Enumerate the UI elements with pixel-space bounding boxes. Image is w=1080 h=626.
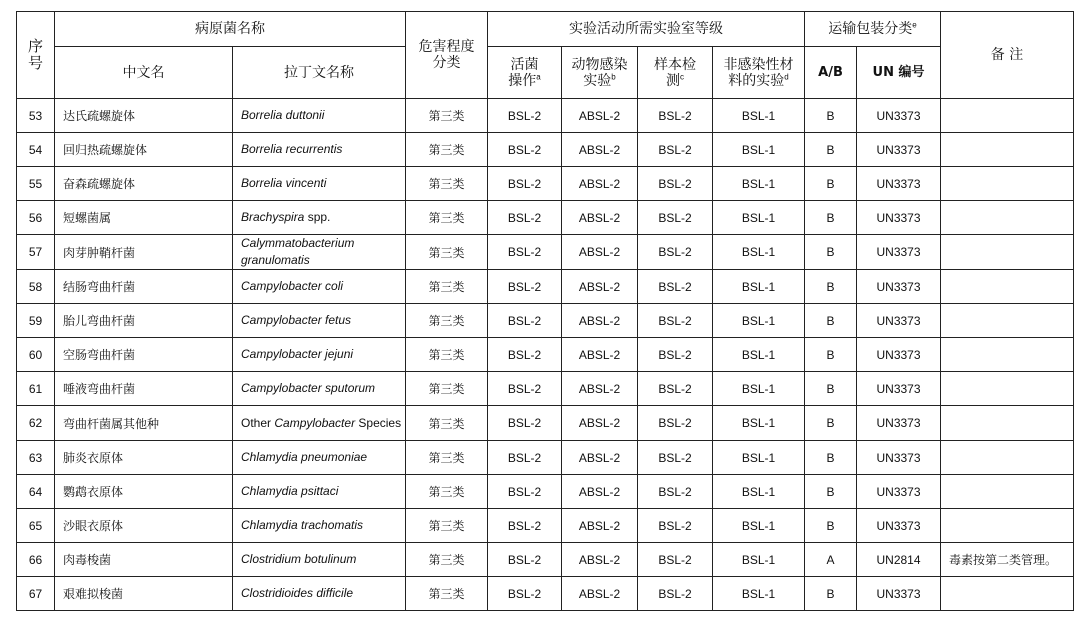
animal-infection-level: ABSL-2 <box>562 338 638 372</box>
animal-infection-level: ABSL-2 <box>562 543 638 577</box>
row-number: 57 <box>17 235 55 270</box>
note-mark-d: d <box>784 71 789 81</box>
hazard-class: 第三类 <box>406 304 488 338</box>
chinese-name: 唾液弯曲杆菌 <box>55 372 233 406</box>
non-infectious-level: BSL-1 <box>713 304 805 338</box>
hazard-class: 第三类 <box>406 543 488 577</box>
row-number: 67 <box>17 577 55 611</box>
transport-ab: B <box>805 201 857 235</box>
row-number: 58 <box>17 270 55 304</box>
sample-testing-level: BSL-2 <box>638 235 713 270</box>
row-number: 65 <box>17 509 55 543</box>
latin-name <box>233 235 406 270</box>
latin-genus-species: Calymmatobacterium granulomatis <box>241 236 355 267</box>
un-number: UN3373 <box>857 441 941 475</box>
transport-ab: B <box>805 167 857 201</box>
non-infectious-level: BSL-1 <box>713 406 805 441</box>
table-row <box>17 577 1074 611</box>
latin-name <box>233 133 406 167</box>
live-culture-level: BSL-2 <box>488 406 562 441</box>
sample-testing-level: BSL-2 <box>638 543 713 577</box>
row-number: 53 <box>17 99 55 133</box>
sample-testing-level: BSL-2 <box>638 270 713 304</box>
transport-ab: B <box>805 441 857 475</box>
un-number: UN3373 <box>857 577 941 611</box>
latin-name <box>233 270 406 304</box>
row-number: 56 <box>17 201 55 235</box>
sample-testing-level: BSL-2 <box>638 577 713 611</box>
remarks <box>941 406 1074 441</box>
latin-genus-species: Borrelia vincenti <box>241 176 327 190</box>
row-number: 54 <box>17 133 55 167</box>
animal-infection-level: ABSL-2 <box>562 201 638 235</box>
header-transport <box>805 12 941 47</box>
un-number: UN3373 <box>857 338 941 372</box>
table-row <box>17 304 1074 338</box>
chinese-name: 艰难拟梭菌 <box>55 577 233 611</box>
live-culture-level: BSL-2 <box>488 133 562 167</box>
header-sample-testing <box>638 47 713 99</box>
latin-genus-species: Borrelia recurrentis <box>241 142 343 156</box>
live-culture-level: BSL-2 <box>488 304 562 338</box>
latin-genus-species: Campylobacter <box>274 415 356 430</box>
live-culture-level: BSL-2 <box>488 475 562 509</box>
animal-infection-level: ABSL-2 <box>562 372 638 406</box>
un-number: UN3373 <box>857 235 941 270</box>
remarks <box>941 304 1074 338</box>
latin-name <box>233 338 406 372</box>
hazard-class: 第三类 <box>406 133 488 167</box>
chinese-name: 胎儿弯曲杆菌 <box>55 304 233 338</box>
transport-ab: B <box>805 372 857 406</box>
latin-suffix: Species <box>355 415 402 430</box>
note-mark-a: a <box>536 71 541 81</box>
table-row <box>17 235 1074 270</box>
header-hazard-class: 危害程度分类 <box>406 12 488 99</box>
hazard-class: 第三类 <box>406 475 488 509</box>
hazard-class: 第三类 <box>406 167 488 201</box>
un-number: UN3373 <box>857 99 941 133</box>
row-number: 60 <box>17 338 55 372</box>
chinese-name: 空肠弯曲杆菌 <box>55 338 233 372</box>
table-body <box>17 99 1074 611</box>
chinese-name: 弯曲杆菌属其他种 <box>55 406 233 441</box>
sample-testing-level: BSL-2 <box>638 509 713 543</box>
live-culture-level: BSL-2 <box>488 167 562 201</box>
animal-infection-level: ABSL-2 <box>562 577 638 611</box>
hazard-class: 第三类 <box>406 201 488 235</box>
chinese-name: 奋森疏螺旋体 <box>55 167 233 201</box>
non-infectious-level: BSL-1 <box>713 99 805 133</box>
table-row <box>17 509 1074 543</box>
latin-name <box>233 509 406 543</box>
latin-name <box>233 372 406 406</box>
latin-genus-species: Chlamydia pneumoniae <box>241 450 368 464</box>
latin-name <box>233 304 406 338</box>
sample-testing-level: BSL-2 <box>638 167 713 201</box>
transport-ab: B <box>805 509 857 543</box>
un-number: UN3373 <box>857 201 941 235</box>
header-animal-infection-label: 动物感染实验 <box>571 56 628 89</box>
un-number: UN3373 <box>857 133 941 167</box>
non-infectious-level: BSL-1 <box>713 201 805 235</box>
hazard-class: 第三类 <box>406 441 488 475</box>
latin-name <box>233 201 406 235</box>
note-mark-c: c <box>680 71 684 81</box>
remarks <box>941 270 1074 304</box>
sample-testing-level: BSL-2 <box>638 99 713 133</box>
live-culture-level: BSL-2 <box>488 338 562 372</box>
table-row <box>17 338 1074 372</box>
header-live-culture-label: 活菌操作 <box>508 56 539 89</box>
latin-genus-species: Campylobacter fetus <box>241 313 352 327</box>
header-seq: 序号 <box>17 12 55 99</box>
chinese-name: 肺炎衣原体 <box>55 441 233 475</box>
hazard-class: 第三类 <box>406 406 488 441</box>
remarks <box>941 167 1074 201</box>
transport-ab: B <box>805 235 857 270</box>
sample-testing-level: BSL-2 <box>638 201 713 235</box>
latin-name <box>233 406 406 441</box>
un-number: UN3373 <box>857 167 941 201</box>
sample-testing-level: BSL-2 <box>638 304 713 338</box>
sample-testing-level: BSL-2 <box>638 133 713 167</box>
row-number: 63 <box>17 441 55 475</box>
sample-testing-level: BSL-2 <box>638 338 713 372</box>
table-row <box>17 270 1074 304</box>
non-infectious-level: BSL-1 <box>713 338 805 372</box>
non-infectious-level: BSL-1 <box>713 270 805 304</box>
live-culture-level: BSL-2 <box>488 509 562 543</box>
hazard-class: 第三类 <box>406 235 488 270</box>
non-infectious-level: BSL-1 <box>713 441 805 475</box>
header-chinese-name: 中文名 <box>55 47 233 99</box>
row-number: 61 <box>17 372 55 406</box>
hazard-class: 第三类 <box>406 372 488 406</box>
chinese-name: 达氏疏螺旋体 <box>55 99 233 133</box>
chinese-name: 肉芽肿鞘杆菌 <box>55 235 233 270</box>
transport-ab: B <box>805 475 857 509</box>
latin-name <box>233 167 406 201</box>
latin-name <box>233 543 406 577</box>
row-number: 66 <box>17 543 55 577</box>
table-row <box>17 201 1074 235</box>
non-infectious-level: BSL-1 <box>713 133 805 167</box>
header-live-culture <box>488 47 562 99</box>
latin-name <box>233 441 406 475</box>
header-pathogen-name: 病原菌名称 <box>55 12 406 47</box>
un-number: UN3373 <box>857 304 941 338</box>
hazard-class: 第三类 <box>406 99 488 133</box>
header-sample-testing-label: 样本检测 <box>654 56 696 89</box>
table-row <box>17 133 1074 167</box>
live-culture-level: BSL-2 <box>488 99 562 133</box>
transport-ab: B <box>805 270 857 304</box>
remarks: 毒素按第二类管理。 <box>941 543 1074 577</box>
un-number: UN2814 <box>857 543 941 577</box>
live-culture-level: BSL-2 <box>488 372 562 406</box>
table-row <box>17 543 1074 577</box>
note-mark-e: e <box>912 20 917 30</box>
header-transport-label: 运输包装分类 <box>828 21 913 37</box>
non-infectious-level: BSL-1 <box>713 543 805 577</box>
remarks <box>941 509 1074 543</box>
non-infectious-level: BSL-1 <box>713 235 805 270</box>
header-animal-infection <box>562 47 638 99</box>
transport-ab: B <box>805 338 857 372</box>
remarks <box>941 235 1074 270</box>
animal-infection-level: ABSL-2 <box>562 406 638 441</box>
remarks <box>941 338 1074 372</box>
hazard-class: 第三类 <box>406 270 488 304</box>
non-infectious-level: BSL-1 <box>713 167 805 201</box>
header-un-number: UN 编号 <box>857 47 941 99</box>
remarks <box>941 475 1074 509</box>
latin-genus-species: Clostridium botulinum <box>241 552 357 566</box>
chinese-name: 沙眼衣原体 <box>55 509 233 543</box>
chinese-name: 肉毒梭菌 <box>55 543 233 577</box>
live-culture-level: BSL-2 <box>488 235 562 270</box>
animal-infection-level: ABSL-2 <box>562 167 638 201</box>
live-culture-level: BSL-2 <box>488 577 562 611</box>
latin-genus-species: Brachyspira <box>241 210 305 224</box>
remarks <box>941 99 1074 133</box>
hazard-class: 第三类 <box>406 509 488 543</box>
pathogen-table <box>16 11 1074 611</box>
chinese-name: 短螺菌属 <box>55 201 233 235</box>
animal-infection-level: ABSL-2 <box>562 270 638 304</box>
table-row <box>17 441 1074 475</box>
un-number: UN3373 <box>857 475 941 509</box>
latin-genus-species: Chlamydia psittaci <box>241 484 339 498</box>
header-non-infectious-label: 非感染性材料的实验 <box>723 56 794 89</box>
latin-genus-species: Chlamydia trachomatis <box>241 518 364 532</box>
header-latin-name: 拉丁文名称 <box>233 47 406 99</box>
un-number: UN3373 <box>857 372 941 406</box>
chinese-name: 鹦鹉衣原体 <box>55 475 233 509</box>
transport-ab: B <box>805 406 857 441</box>
hazard-class: 第三类 <box>406 338 488 372</box>
animal-infection-level: ABSL-2 <box>562 235 638 270</box>
remarks <box>941 441 1074 475</box>
animal-infection-level: ABSL-2 <box>562 133 638 167</box>
live-culture-level: BSL-2 <box>488 201 562 235</box>
animal-infection-level: ABSL-2 <box>562 509 638 543</box>
row-number: 62 <box>17 406 55 441</box>
latin-genus-species: Borrelia duttonii <box>241 108 325 122</box>
latin-name <box>233 577 406 611</box>
transport-ab: B <box>805 133 857 167</box>
latin-genus-species: Campylobacter coli <box>241 279 344 293</box>
transport-ab: B <box>805 577 857 611</box>
row-number: 64 <box>17 475 55 509</box>
header-non-infectious <box>713 47 805 99</box>
table-row <box>17 167 1074 201</box>
table-row <box>17 372 1074 406</box>
table-row <box>17 406 1074 441</box>
header-remarks: 备 注 <box>941 12 1074 99</box>
animal-infection-level: ABSL-2 <box>562 99 638 133</box>
table-row <box>17 475 1074 509</box>
transport-ab: B <box>805 99 857 133</box>
non-infectious-level: BSL-1 <box>713 475 805 509</box>
sample-testing-level: BSL-2 <box>638 475 713 509</box>
row-number: 59 <box>17 304 55 338</box>
live-culture-level: BSL-2 <box>488 270 562 304</box>
chinese-name: 回归热疏螺旋体 <box>55 133 233 167</box>
row-number: 55 <box>17 167 55 201</box>
transport-ab: A <box>805 543 857 577</box>
latin-name <box>233 99 406 133</box>
remarks <box>941 201 1074 235</box>
table-row <box>17 99 1074 133</box>
note-mark-b: b <box>611 71 616 81</box>
hazard-class: 第三类 <box>406 577 488 611</box>
latin-suffix: spp. <box>304 210 331 224</box>
live-culture-level: BSL-2 <box>488 441 562 475</box>
animal-infection-level: ABSL-2 <box>562 475 638 509</box>
remarks <box>941 577 1074 611</box>
latin-genus-species: Campylobacter sputorum <box>241 381 376 395</box>
animal-infection-level: ABSL-2 <box>562 441 638 475</box>
animal-infection-level: ABSL-2 <box>562 304 638 338</box>
sample-testing-level: BSL-2 <box>638 441 713 475</box>
header-lab-level: 实验活动所需实验室等级 <box>488 12 805 47</box>
un-number: UN3373 <box>857 509 941 543</box>
sample-testing-level: BSL-2 <box>638 406 713 441</box>
remarks <box>941 133 1074 167</box>
latin-genus-species: Campylobacter jejuni <box>241 347 354 361</box>
remarks <box>941 372 1074 406</box>
non-infectious-level: BSL-1 <box>713 509 805 543</box>
transport-ab: B <box>805 304 857 338</box>
un-number: UN3373 <box>857 406 941 441</box>
latin-genus-species: Clostridioides difficile <box>241 586 354 600</box>
latin-name <box>233 475 406 509</box>
non-infectious-level: BSL-1 <box>713 372 805 406</box>
header-ab: A/B <box>805 47 857 99</box>
latin-prefix: Other <box>241 415 275 430</box>
chinese-name: 结肠弯曲杆菌 <box>55 270 233 304</box>
sample-testing-level: BSL-2 <box>638 372 713 406</box>
non-infectious-level: BSL-1 <box>713 577 805 611</box>
live-culture-level: BSL-2 <box>488 543 562 577</box>
un-number: UN3373 <box>857 270 941 304</box>
